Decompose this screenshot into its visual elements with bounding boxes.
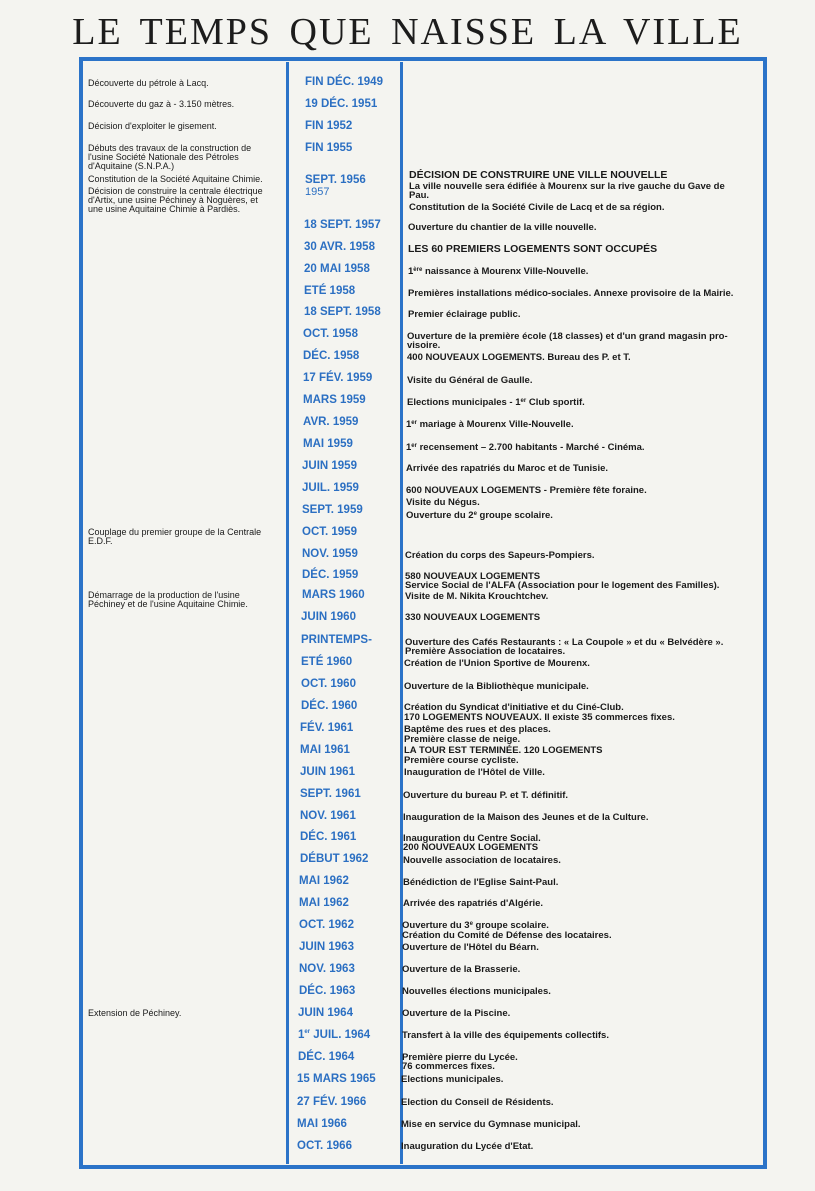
date: OCT. 1962 [299, 919, 354, 931]
date: 18 SEPT. 1958 [304, 306, 381, 318]
date: OCT. 1960 [301, 678, 356, 690]
note: E.D.F. [88, 536, 113, 546]
date: MARS 1959 [303, 394, 366, 406]
event-text: Elections municipales - 1 [407, 397, 521, 408]
date: MARS 1960 [302, 589, 365, 601]
event: La ville nouvelle sera édifiée à Mourenx sur la rive gauche du Gave de [409, 181, 725, 192]
event: 400 NOUVEAUX LOGEMENTS. Bureau des P. et T. [407, 352, 631, 363]
date: NOV. 1963 [299, 963, 355, 975]
event: Ouverture de la Piscine. [402, 1008, 511, 1019]
event: Ouverture du chantier de la ville nouvelle. [408, 222, 597, 233]
event-text: naissance à Mourenx Ville-Nouvelle. [422, 266, 589, 277]
superscript: e [473, 511, 477, 517]
event: Inauguration de l'Hôtel de Ville. [404, 767, 545, 778]
date: DÉC. 1963 [299, 985, 356, 997]
date: DÉC. 1959 [302, 569, 359, 581]
note: Péchiney et de l'usine Aquitaine Chimie. [88, 599, 248, 609]
date: MAI 1962 [299, 897, 349, 909]
event: Création du Syndicat d'initiative et du Ciné-Club. [404, 702, 624, 713]
event: 1ère naissance à Mourenx Ville-Nouvelle. [408, 266, 589, 277]
date: OCT. 1959 [302, 526, 357, 538]
superscript: e [469, 921, 473, 927]
event: Création du corps des Sapeurs-Pompiers. [405, 550, 595, 561]
note: l'usine Société Nationale des Pétroles [88, 152, 239, 162]
event: 170 LOGEMENTS NOUVEAUX. Il existe 35 commerces fixes. [404, 712, 675, 723]
event: Arrivée des rapatriés du Maroc et de Tunisie. [406, 463, 609, 474]
superscript: er [411, 443, 417, 449]
event-text: mariage à Mourenx Ville-Nouvelle. [416, 419, 574, 430]
note: une usine Aquitaine Chimie à Pardiès. [88, 204, 241, 214]
event: Ouverture de l'Hôtel du Béarn. [402, 942, 539, 953]
note: Décision de construire la centrale électrique [88, 186, 263, 196]
event: LES 60 PREMIERS LOGEMENTS SONT OCCUPÉS [408, 243, 658, 255]
event: Inauguration du Centre Social. [403, 833, 541, 844]
event: Inauguration du Lycée d'Etat. [401, 1141, 534, 1152]
date: MAI 1959 [303, 438, 353, 450]
date: 17 FÉV. 1959 [303, 372, 373, 384]
event: Ouverture de la Bibliothèque municipale. [404, 681, 589, 692]
superscript: ère [413, 267, 423, 273]
date: DÉC. 1964 [298, 1051, 355, 1063]
event: Première pierre du Lycée. [402, 1052, 518, 1063]
event [402, 921, 549, 930]
date: ETÉ 1958 [304, 285, 356, 297]
event: Ouverture des Cafés Restaurants : « La Coupole » et du « Belvédère ». [405, 637, 724, 648]
event: DÉCISION DE CONSTRUIRE UNE VILLE NOUVELLE [409, 169, 668, 181]
event: 200 NOUVEAUX LOGEMENTS [403, 842, 539, 853]
event-text: groupe scolaire. [476, 510, 553, 521]
date: 1er JUIL. 1964 [298, 1029, 371, 1041]
event: Création de l'Union Sportive de Mourenx. [404, 658, 590, 669]
date: DÉC. 1961 [300, 831, 357, 843]
event: 1er recensement – 2.700 habitants - Marché - Cinéma. [406, 442, 645, 453]
event: Elections municipales. [401, 1074, 504, 1085]
date: FIN 1955 [305, 142, 353, 154]
date: SEPT. 1961 [300, 788, 361, 800]
date: OCT. 1966 [297, 1140, 352, 1152]
date: 15 MARS 1965 [297, 1073, 376, 1085]
note: d'Artix, une usine Péchiney à Noguères, et [88, 195, 258, 205]
date: JUIN 1963 [299, 941, 354, 953]
note: d'Aquitaine (S.N.P.A.) [88, 161, 175, 171]
event: Nouvelles élections municipales. [402, 986, 551, 997]
event: Première classe de neige. [404, 734, 521, 745]
date: DÉC. 1958 [303, 350, 360, 362]
date: FÉV. 1961 [300, 722, 354, 734]
event: Baptême des rues et des places. [404, 724, 551, 735]
event-text: Club sportif. [526, 397, 585, 408]
event: Première Association de locataires. [405, 646, 566, 657]
event: Premières installations médico-sociales. Annexe provisoire de la Mairie. [408, 288, 734, 299]
date: PRINTEMPS- [301, 634, 372, 646]
note: Décision d'exploiter le gisement. [88, 121, 217, 131]
date: 1957 [305, 186, 330, 198]
event: Bénédiction de l'Eglise Saint-Paul. [403, 877, 559, 888]
note: Couplage du premier groupe de la Centrale [88, 527, 262, 537]
date: MAI 1962 [299, 875, 349, 887]
event: Ouverture de la Brasserie. [402, 964, 521, 975]
event: Constitution de la Société Civile de Lacq et de sa région. [409, 202, 665, 213]
event: Visite du Négus. [406, 497, 480, 508]
event: 580 NOUVEAUX LOGEMENTS [405, 571, 541, 582]
date: NOV. 1961 [300, 810, 356, 822]
superscript: er [304, 1029, 311, 1035]
event: Ouverture du bureau P. et T. définitif. [403, 790, 569, 801]
date: JUIN 1964 [298, 1007, 353, 1019]
date: SEPT. 1959 [302, 504, 363, 516]
superscript: er [411, 420, 417, 426]
note: Extension de Péchiney. [88, 1008, 182, 1018]
date: MAI 1966 [297, 1118, 347, 1130]
note: Découverte du gaz à - 3.150 mètres. [88, 99, 235, 109]
note: Débuts des travaux de la construction de [88, 143, 252, 153]
event: Ouverture de la première école (18 classes) et d'un grand magasin pro- [407, 331, 728, 342]
event: 330 NOUVEAUX LOGEMENTS [405, 612, 541, 623]
date: OCT. 1958 [303, 328, 358, 340]
event: Pau. [409, 190, 430, 201]
superscript: er [520, 398, 527, 404]
date: 30 AVR. 1958 [304, 241, 375, 253]
date: DÉBUT 1962 [300, 853, 369, 865]
date: 27 FÉV. 1966 [297, 1096, 367, 1108]
event: Création du Comité de Défense des locataires. [402, 930, 612, 941]
event-text: Ouverture du 2 [406, 510, 474, 521]
date: FIN DÉC. 1949 [305, 76, 383, 88]
event [407, 398, 585, 407]
event: Nouvelle association de locataires. [403, 855, 561, 866]
date: AVR. 1959 [303, 416, 359, 428]
event: 1er mariage à Mourenx Ville-Nouvelle. [406, 419, 574, 430]
event: Visite du Général de Gaulle. [407, 375, 533, 386]
event [406, 511, 553, 520]
note: Découverte du pétrole à Lacq. [88, 78, 209, 88]
event: Transfert à la ville des équipements collectifs. [402, 1030, 609, 1041]
note: Constitution de la Société Aquitaine Chimie. [88, 174, 263, 184]
date: JUIL. 1959 [302, 482, 359, 494]
date-text: JUIL. 1964 [313, 1029, 371, 1041]
date: JUIN 1960 [301, 611, 356, 623]
date: ETÉ 1960 [301, 656, 353, 668]
date: JUIN 1959 [302, 460, 357, 472]
date: NOV. 1959 [302, 548, 358, 560]
event: Arrivée des rapatriés d'Algérie. [403, 898, 544, 909]
event-text: groupe scolaire. [472, 920, 549, 931]
event: visoire. [407, 340, 441, 351]
event: LA TOUR EST TERMINÉE. 120 LOGEMENTS [404, 745, 603, 756]
event: Mise en service du Gymnase municipal. [401, 1119, 581, 1130]
date: 20 MAI 1958 [304, 263, 370, 275]
page-title: LE TEMPS QUE NAISSE LA VILLE [72, 11, 743, 53]
date: FIN 1952 [305, 120, 353, 132]
event: 600 NOUVEAUX LOGEMENTS - Première fête foraine. [406, 485, 647, 496]
date: MAI 1961 [300, 744, 350, 756]
date: DÉC. 1960 [301, 700, 358, 712]
event: 76 commerces fixes. [402, 1061, 495, 1072]
event-text: Ouverture du 3 [402, 920, 470, 931]
event-text: recensement – 2.700 habitants - Marché - Cinéma. [416, 442, 645, 453]
event: Election du Conseil de Résidents. [401, 1097, 554, 1108]
date: JUIN 1961 [300, 766, 355, 778]
event: Inauguration de la Maison des Jeunes et de la Culture. [403, 812, 649, 823]
note: Démarrage de la production de l'usine [88, 590, 240, 600]
event: Visite de M. Nikita Krouchtchev. [405, 591, 549, 602]
event: Service Social de l'ALFA (Association pour le logement des Familles). [405, 580, 720, 591]
event: Première course cycliste. [404, 755, 519, 766]
date: 19 DÉC. 1951 [305, 98, 378, 110]
date: SEPT. 1956 [305, 174, 366, 186]
date: 18 SEPT. 1957 [304, 219, 381, 231]
event: Premier éclairage public. [408, 309, 521, 320]
